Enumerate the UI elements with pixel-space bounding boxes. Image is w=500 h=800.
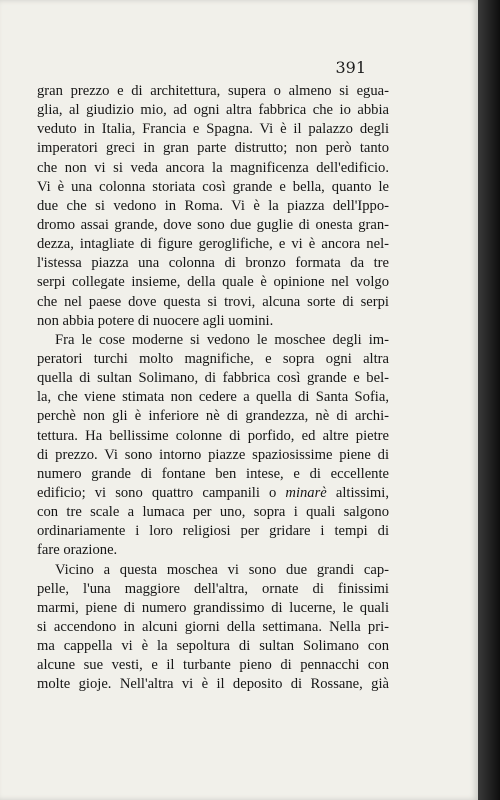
text-line: fare orazione. <box>37 542 118 559</box>
text-line: Vicino a questa moschea vi sono due grandi cap- <box>55 561 389 578</box>
text-line: numero grande di fontane ben intese, e di eccellente <box>37 465 389 482</box>
text-line: che non vi si veda ancora la magnificenza dell'edificio. <box>37 159 389 176</box>
page-number: 391 <box>335 58 366 77</box>
text-line: gran prezzo e di architettura, supera o almeno si egua- <box>37 83 389 99</box>
text-line: dezza, intagliate di figure geroglifiche, e vi è ancora nel- <box>37 236 389 253</box>
text-line: ma cappella vi è la sepoltura di sultan Solimano con <box>37 638 389 655</box>
text-line: ordinariamente i loro religiosi per gridare i tempi di <box>37 523 389 540</box>
text-line: pelle, l'una maggiore dell'altra, ornate di finissimi <box>37 580 389 597</box>
text-line: l'istessa piazza una colonna di bronzo formata da tre <box>37 255 389 272</box>
text-line: serpi collegate insieme, della quale è opinione nel volgo <box>37 274 389 291</box>
text-line: che nel paese dove questa si trovi, alcuna sorte di serpi <box>37 293 389 310</box>
text-line: non abbia potere di nuocere agli uomini. <box>37 312 274 329</box>
text-line: veduto in Italia, Francia e Spagna. Vi è il palazzo degli <box>37 121 389 138</box>
text-line: imperatori greci in gran parte distrutto; non però tanto <box>37 140 389 157</box>
body-text <box>37 82 389 695</box>
text-line: peratori turchi molto magnifiche, e sopra ogni altra <box>37 350 389 367</box>
page-edge-shadow <box>478 0 500 800</box>
text-line: quella di sultan Solimano, di fabbrica così grande e bel- <box>37 370 389 387</box>
text-line: glia, al giudizio mio, ad ogni altra fabbrica che io abbia <box>37 102 389 119</box>
text-line: edificio; vi sono quattro campanili o minarè altissimi, <box>37 484 389 501</box>
text-line: si accendono in alcuni giorni della settimana. Nella pri- <box>37 618 389 635</box>
text-line: di prezzo. Vi sono intorno piazze spaziosissime piene di <box>37 446 389 463</box>
text-line: dromo assai grande, dove sono due guglie di onesta gran- <box>37 216 389 233</box>
italic-term: minarè <box>285 484 327 501</box>
text-line: la, che viene stimata non cedere a quella di Santa Sofia, <box>37 389 389 406</box>
text-line: alcune sue vesti, e il turbante pieno di pennacchi con <box>37 657 389 674</box>
text-line: molte gioje. Nell'altra vi è il deposito di Rossane, già <box>37 676 389 693</box>
text-line: Fra le cose moderne si vedono le moschee degli im- <box>55 331 389 348</box>
text-line: Vi è una colonna storiata così grande e bella, quanto le <box>37 178 389 195</box>
text-line: con tre scale a lumaca per uno, sopra i quali salgono <box>37 504 389 521</box>
text-line: tettura. Ha bellissime colonne di porfido, ed altre pietre <box>37 427 389 444</box>
text-line: perchè non gli è inferiore nè di grandezza, nè di archi- <box>37 408 389 425</box>
text-line: marmi, piene di numero grandissimo di lucerne, le quali <box>37 599 389 616</box>
text-line: due che si vedono in Roma. Vi è la piazza dell'Ippo- <box>37 197 389 214</box>
